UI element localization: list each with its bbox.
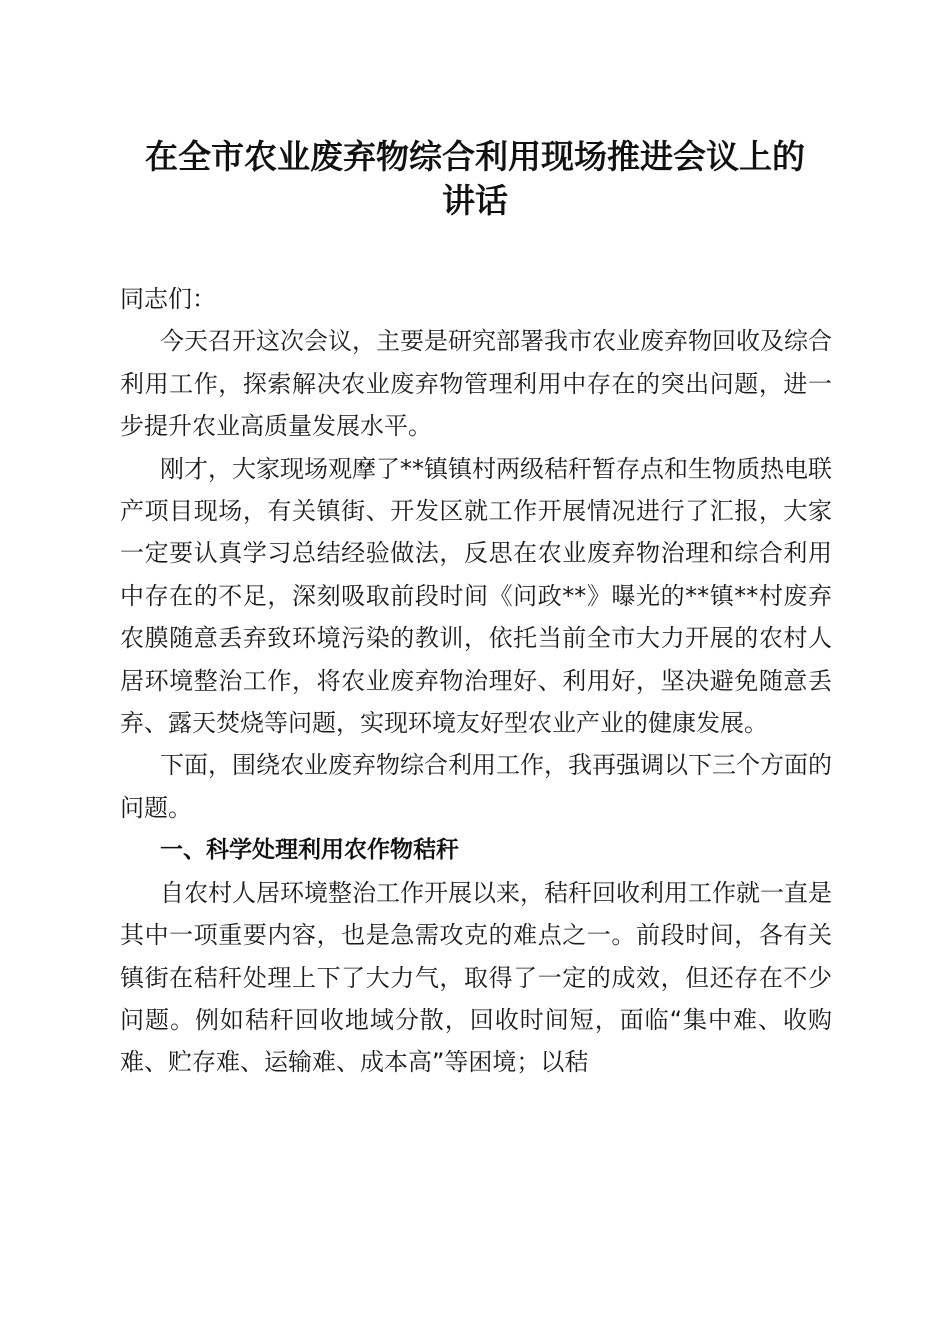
paragraph-transition: 下面，围绕农业废弃物综合利用工作，我再强调以下三个方面的问题。 xyxy=(120,751,832,822)
paragraph-opening: 今天召开这次会议，主要是研究部署我市农业废弃物回收及综合利用工作，探索解决农业废弃物管理利用中存在的突出问题，进一步提升农业高质量发展水平。 xyxy=(120,327,832,441)
paragraph-review: 刚才，大家现场观摩了**镇镇村两级秸秆暂存点和生物质热电联产项目现场，有关镇街、开发区就工作开展情况进行了汇报，大家一定要认真学习总结经验做法，反思在农业废弃物治理和综合利用中存在的不足，深刻吸取前段时间《问政**》曝光的**镇**村废弃农膜随意丢弃致环境污染的教训，依托当前全市大力开展的农村人居环境整治工作，将农业废弃物治理好、利用好，坚决避免随意丢弃、露天焚烧等问题，实现环境友好型农业产业的健康发展。 xyxy=(120,454,832,738)
title-line-1: 在全市农业废弃物综合利用现场推进会议上的 xyxy=(145,137,805,176)
title-line-2: 讲话 xyxy=(442,181,508,220)
document-title xyxy=(100,135,850,223)
section-heading-1: 一、科学处理利用农作物秸秆 xyxy=(160,837,459,864)
document-body xyxy=(120,278,832,1084)
salutation: 同志们： xyxy=(120,285,216,313)
paragraph-section-1: 自农村人居环境整治工作开展以来，秸秆回收利用工作就一直是其中一项重要内容，也是急需攻克的难点之一。前段时间，各有关镇街在秸秆处理上下了大力气，取得了一定的成效，但还存在不少问题。例如秸秆回收地域分散，回收时间短，面临“集中难、收购难、贮存难、运输难、成本高”等困境；以秸 xyxy=(120,878,832,1077)
